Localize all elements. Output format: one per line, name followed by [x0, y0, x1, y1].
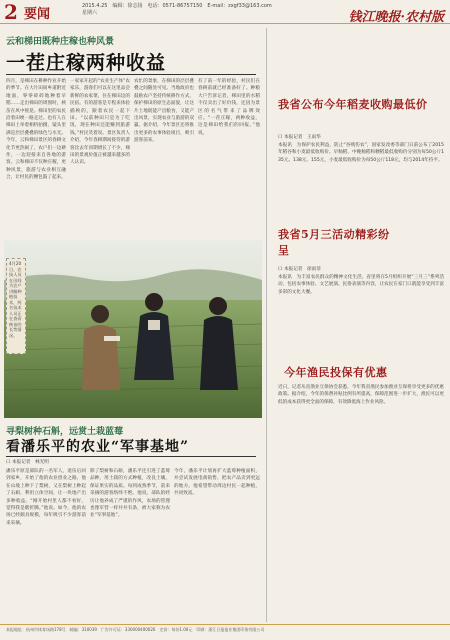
lead-column: 四月，是梯田在耕种作业开始的季节。在大片田间乡道附近地面，零零碎碎地种着早稻……走出梯田的周围时，秧苗在风中摇晃。梯田里的农民沿着田埂一路走过。也有人在梯田上举着相机拍摄，镜头里满是层层叠叠的绿色与水光。今年，云和梯田景区的春耕文化节更热闹了，农户们一边耕作，一边迎接来自各地的游客。云和梯田不仅种庄稼，更种风景，旅游与农业相互融合，让村民的腰包鼓了起来。 — [6, 79, 66, 181]
edition-weekday: 星期六 — [82, 10, 98, 16]
second-subtitle: 寻梨树种石斛，远赏土栽蓝莓 — [6, 427, 124, 437]
second-byline: 口 本报记者 林光明 — [6, 460, 49, 465]
right-a-headline: 我省公布今年稻麦收购最低价 — [278, 98, 428, 111]
photo-caption: 4月20日，农技人员在田间为农户讲解种植技术，两名技术人员正在查看秧苗的长势情况。 — [6, 258, 26, 354]
edition-meta — [82, 3, 332, 17]
lead-headline: 一茬庄稼两种收益 — [6, 52, 167, 74]
masthead-logo: 钱江晚报·农村版 — [348, 10, 444, 25]
page-footer: 本报地址：杭州市体育场路178号 邮编：310039 广告许可证：330000400026 定价：每份1.00元 印刷：浙江日报报业集团印务有限公司 — [0, 624, 450, 640]
page-header — [0, 0, 450, 24]
lead-column: 农忙的景象，在梯田的层层叠叠之间随处可见。当地政府也鼓励农户坚持传统耕作方式，保护梯田的原生态面貌，让这片土地既能产出粮食，又能产出风景，实现农业与旅游的双赢。据介绍，今年景区还将推出更多的农事体验项目，吸引游客前来。 — [134, 79, 194, 144]
lead-subtitle: 云和梯田既种庄稼也种风景 — [6, 37, 115, 47]
news-photo — [4, 240, 262, 418]
page-number: 2 — [4, 0, 18, 24]
rice-field-photo — [4, 240, 262, 418]
section-name: 要闻 — [24, 7, 51, 22]
second-headline: 看潘乐平的农业“军事基地” — [6, 439, 190, 455]
edition-meta-line: 2015.4.25 编辑：徐志扬 电话：0571-86757150 E-mail：zxgf33@163.com — [82, 3, 272, 9]
second-column: 除了梨树和石斛，潘乐平还引进了蓝莓品种，用土栽的方式种植，改良土壤，保证果实的品质。每到成熟季节，前来采摘的游客络绎不绝。他说，部队的经历让他养成了严谨的作风，农场的管理也像军营一样井井有条，被大家称为农业“军事基地”。 — [90, 469, 170, 519]
right-c-body: 近日，记者从省渔业互保协会获悉，今年我省渔民参加渔业互保将享受更多的优惠政策。据介绍，今年的保费补贴比例有所提高，保障范围进一步扩大，渔民可以更低的成本获得更全面的保障，有效降低海上作业风险。 — [278, 385, 444, 405]
second-column: 潘乐平原是部队的一名军人，退伍后回到家乡，开始了他的农业创业之路。他在山坡上种下了梨树，又在梨树上种起了石斛，利用立体空间，让一块地产出多种收益。“刚开始村里人都不看好，觉得我是瞎折腾。”他说。如今，他的农场已经颇具规模，每年吸引不少游客前来采摘。 — [6, 469, 86, 526]
second-rule — [6, 456, 256, 457]
lead-rule — [6, 74, 256, 75]
right-b-byline: 口 本报记者 徐雨菲 — [278, 267, 321, 272]
second-column: 今年，潘乐平计划再扩大蓝莓种植面积，并尝试发展电商销售，把农产品卖到更远的地方。他希望带动周边村民一起种植，共同致富。 — [174, 469, 260, 497]
right-b-body: 本报讯 为丰富农民群众的精神文化生活，省里将在5月组织开展“三月三”系列活动，包括农事体验、文艺展演、民俗表演等内容，让农民在家门口就能享受到丰富多彩的文化大餐。 — [278, 275, 444, 295]
right-a-body: 本报讯 为保护农民利益，防止“谷贱伤农”，国家发改委等部门日前公布了2015年稻谷和小麦最低收购价。早籼稻、中晚籼稻和粳稻最低收购价分别为每50公斤135元、138元、155元，小麦最低收购价为每50公斤118元，均与2014年持平。 — [278, 143, 444, 163]
lead-column: 有了前一年的经验，村民们在春耕前就已经准备好了。种粮大户告诉记者，梯田里的水稻不仅卖出了好价钱，还因为景区的名气带来了品牌效应。“一茬庄稼，两种收益，这是梯田给我们的回报。”他说。 — [198, 79, 260, 136]
right-b-headline: 我省5月三活动精彩纷呈 — [278, 228, 390, 257]
column-divider — [266, 28, 267, 622]
lead-column: 一家家开起的“农业生产体”农家乐，游客们可以在这里品尝新鲜的农家菜，住在梯田边的民宿。有的游客是专程来体验插秧的，跟着农民一起下田。“以前种田只是为了吃饭，现在种田还能赚到旅游钱。”村民笑着说。景区负责人介绍，今年春耕期间接待的游客比去年同期增长了不少，梯田的景观价值正被越来越多的人认识。 — [70, 79, 130, 166]
right-c-headline: 今年渔民投保有优惠 — [284, 366, 388, 379]
right-a-byline: 口 本报记者 王雨华 — [278, 135, 321, 140]
